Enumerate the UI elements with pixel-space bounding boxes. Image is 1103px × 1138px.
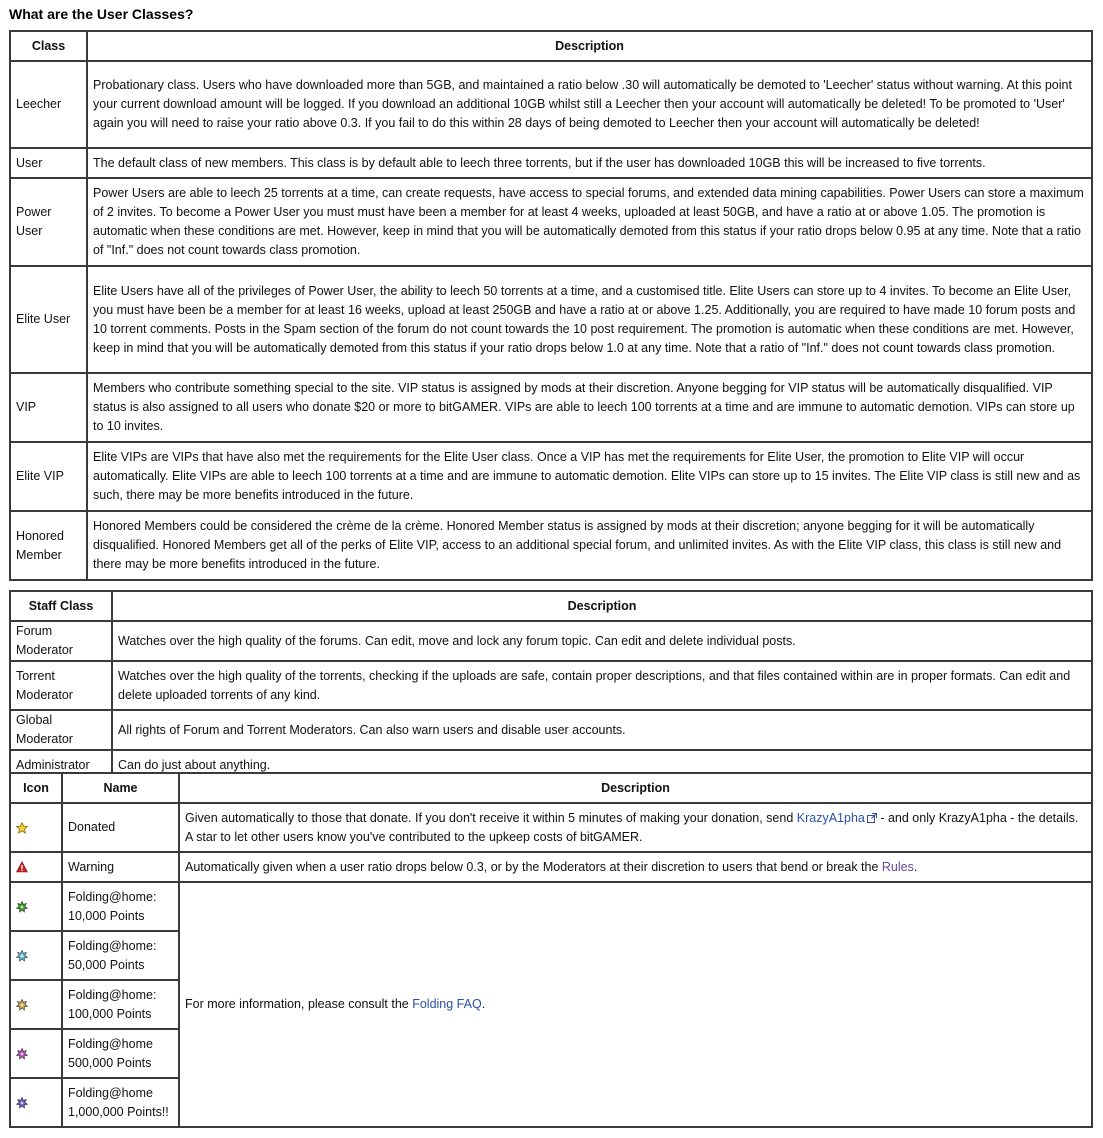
icon-name: Folding@home: 50,000 Points	[62, 931, 179, 980]
icon-name: Folding@home 1,000,000 Points!!	[62, 1078, 179, 1127]
krazya1pha-link[interactable]: KrazyA1pha	[796, 810, 865, 825]
rules-link[interactable]: Rules	[881, 859, 914, 874]
icon-cell	[10, 1029, 62, 1078]
class-description: Elite Users have all of the privileges of Power User, the ability to leech 50 torrents at a time, and a customised title. Elite Users can store up to 4 invites. To become an Elite User, you must have been be a member for at least 16 weeks, upload at least 250GB and have a ratio at or above 1.25. Additionally, you are required to have made 10 forum posts and 10 torrent comments. Posts in the Spam section of the forum do not count towards the 10 post requirement. The promotion is automatic when these conditions are met. However, keep in mind that you will be automatically demoted from this status if your ratio drops below 1.0 at any time. Note that a ratio of "Inf." does not count towards class promotion.	[87, 266, 1092, 373]
table-header-row	[10, 773, 1092, 803]
staff-class-header: Staff Class	[10, 591, 112, 621]
icon-cell	[10, 852, 62, 882]
icon-description: Automatically given when a user ratio drops below 0.3, or by the Moderators at their discretion to users that bend or break the Rules.	[179, 852, 1092, 882]
table-row	[10, 442, 1092, 511]
class-name: Power User	[10, 178, 87, 266]
class-name: User	[10, 148, 87, 178]
table-header-row	[10, 31, 1092, 61]
folding-faq-link[interactable]: Folding FAQ	[412, 997, 482, 1011]
staff-class-name: Global Moderator	[10, 710, 112, 750]
icon-cell	[10, 803, 62, 852]
table-row	[10, 710, 1092, 750]
staff-class-description: All rights of Forum and Torrent Moderators. Can also warn users and disable user accounts.	[112, 710, 1092, 750]
table-row	[10, 511, 1092, 580]
green-star-icon	[16, 901, 28, 913]
staff-classes-table	[9, 590, 1093, 781]
table-row	[10, 148, 1092, 178]
icon-description: For more information, please consult the Folding FAQ.	[179, 882, 1092, 1127]
staff-class-description: Watches over the high quality of the forums. Can edit, move and lock any forum topic. Can edit and delete individual posts.	[112, 621, 1092, 661]
description-header: Description	[87, 31, 1092, 61]
icon-header: Icon	[10, 773, 62, 803]
description-header: Description	[179, 773, 1092, 803]
icon-name: Folding@home 500,000 Points	[62, 1029, 179, 1078]
table-row	[10, 661, 1092, 710]
icon-description: Given automatically to those that donate. If you don't receive it within 5 minutes of making your donation, send KrazyA1pha - and only KrazyA1pha - the details. A star to let other users know you've contributed to the upkeep costs of bitGAMER.	[179, 803, 1092, 852]
class-description: Power Users are able to leech 25 torrents at a time, can create requests, have access to special forums, and extended data mining capabilities. Power Users can store a maximum of 2 invites. To become a Power User you must must have been a member for at least 4 weeks, uploaded at least 50GB, and have a ratio at or above 1.05. The promotion is automatic when these conditions are met. However, keep in mind that you will be automatically demoted from this status if your ratio drops below 0.95 at any time. Note that a ratio of "Inf." does not count towards class promotion.	[87, 178, 1092, 266]
class-description: Members who contribute something special to the site. VIP status is assigned by mods at their discretion. Anyone begging for VIP status will be automatically disqualified. VIP status is also assigned to all users who donate $20 or more to bitGAMER. VIPs are able to leech 100 torrents at a time and are immune to automatic demotion. VIPs can store up to 10 invites.	[87, 373, 1092, 442]
class-name: Elite User	[10, 266, 87, 373]
user-icons-table	[9, 772, 1093, 1128]
class-header: Class	[10, 31, 87, 61]
table-row	[10, 178, 1092, 266]
class-description: Honored Members could be considered the crème de la crème. Honored Member status is assigned by mods at their discretion; anyone begging for it will be automatically disqualified. Honored Members get all of the perks of Elite VIP, access to an additional special forum, and unlimited invites. As with the Elite VIP class, this class is still new and there may be more benefits introduced in the future.	[87, 511, 1092, 580]
staff-class-name: Forum Moderator	[10, 621, 112, 661]
purple-star-icon	[16, 1097, 28, 1109]
warning-triangle-icon	[16, 861, 28, 873]
class-name: Honored Member	[10, 511, 87, 580]
gold-star-icon	[16, 999, 28, 1011]
icon-name: Folding@home: 10,000 Points	[62, 882, 179, 931]
table-row	[10, 803, 1092, 852]
class-name: VIP	[10, 373, 87, 442]
magenta-star-icon	[16, 1048, 28, 1060]
table-row	[10, 61, 1092, 148]
icon-cell	[10, 882, 62, 931]
staff-class-name: Administrator	[10, 750, 112, 780]
icon-name: Folding@home: 100,000 Points	[62, 980, 179, 1029]
icon-cell	[10, 980, 62, 1029]
class-description: Probationary class. Users who have downloaded more than 5GB, and maintained a ratio below .30 will automatically be demoted to 'Leecher' status without warning. At this point your current download amount will be logged. If you download an additional 10GB whilst still a Leecher then your account will automatically be deleted! To be promoted to 'User' again you will need to raise your ratio above 0.3. If you fail to do this within 28 days of being demoted to Leecher then your account will automatically be deleted!	[87, 61, 1092, 148]
table-row	[10, 852, 1092, 882]
staff-class-name: Torrent Moderator	[10, 661, 112, 710]
icon-name: Donated	[62, 803, 179, 852]
table-row	[10, 621, 1092, 661]
staff-class-description: Can do just about anything.	[112, 750, 1092, 780]
table-header-row	[10, 591, 1092, 621]
user-classes-table	[9, 30, 1093, 581]
class-description: The default class of new members. This class is by default able to leech three torrents, but if the user has downloaded 10GB this will be increased to five torrents.	[87, 148, 1092, 178]
icon-cell	[10, 931, 62, 980]
external-link-icon	[867, 813, 877, 823]
cyan-star-icon	[16, 950, 28, 962]
class-description: Elite VIPs are VIPs that have also met the requirements for the Elite User class. Once a VIP has met the requirements for Elite User, the promotion to Elite VIP will occur automatically. Elite VIPs are able to leech 100 torrents at a time and are immune to automatic demotion. Elite VIPs can store up to 15 invites. The Elite VIP class is still new and as such, there may be more benefits introduced in the future.	[87, 442, 1092, 511]
icon-name: Warning	[62, 852, 179, 882]
table-row	[10, 373, 1092, 442]
table-row	[10, 266, 1092, 373]
icon-cell	[10, 1078, 62, 1127]
table-row	[10, 882, 1092, 931]
staff-class-description: Watches over the high quality of the torrents, checking if the uploads are safe, contain proper descriptions, and that files contained within are in proper formats. Can edit and delete uploaded torrents of any kind.	[112, 661, 1092, 710]
class-name: Leecher	[10, 61, 87, 148]
gold-star-icon	[16, 822, 28, 834]
description-header: Description	[112, 591, 1092, 621]
class-name: Elite VIP	[10, 442, 87, 511]
page-title: What are the User Classes?	[9, 6, 194, 22]
name-header: Name	[62, 773, 179, 803]
